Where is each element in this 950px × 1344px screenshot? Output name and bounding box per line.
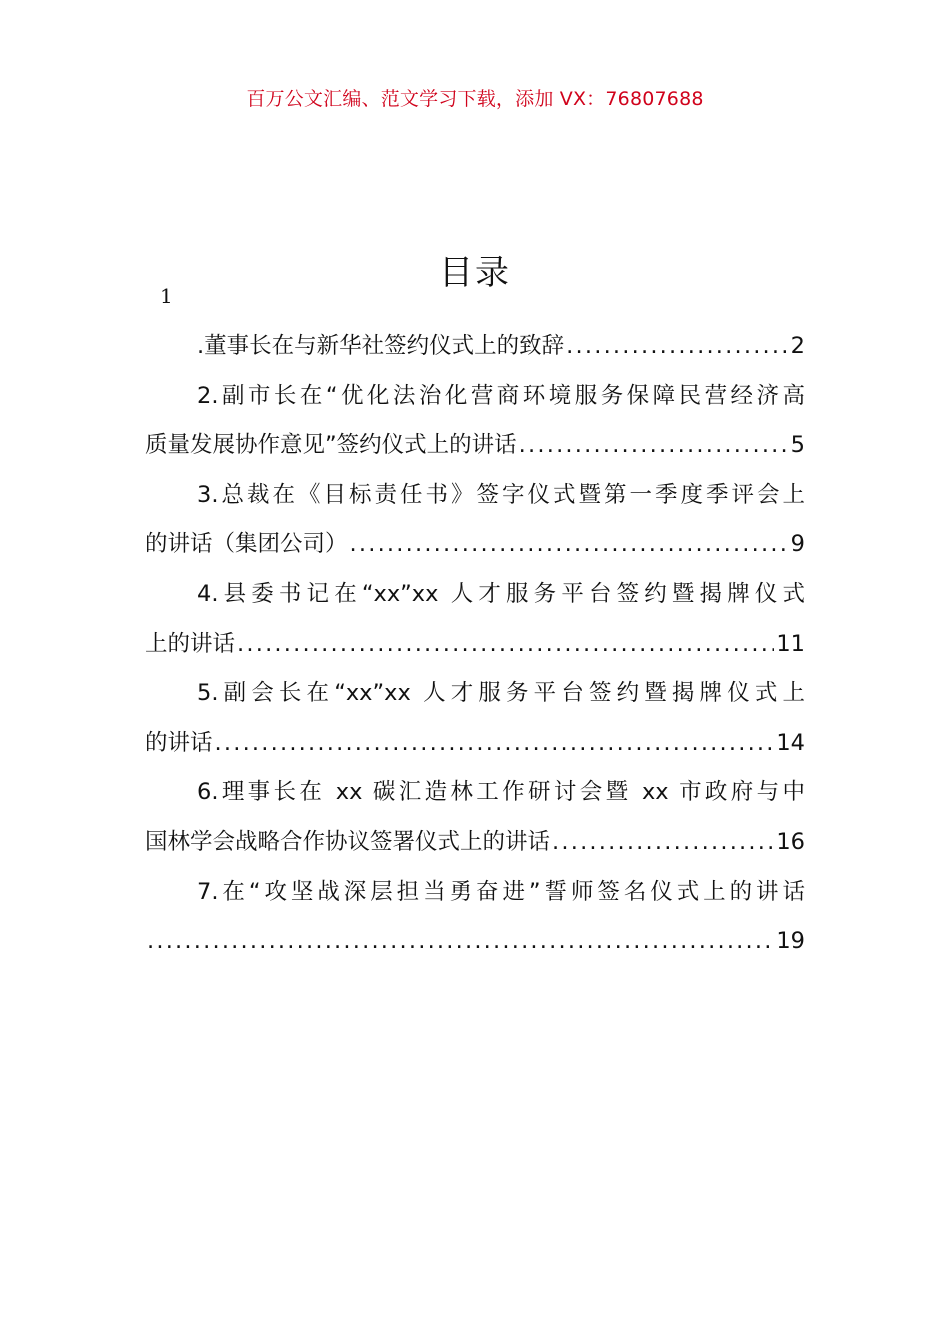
toc-entry-title[interactable]: 7.在“攻坚战深层担当勇奋进”誓师签名仪式上的讲话 [197, 878, 805, 905]
toc-leader-dots [147, 917, 774, 967]
toc-entry-title[interactable]: 3.总裁在《目标责任书》签字仪式暨第一季度季评会上 [197, 481, 805, 508]
toc-entry-title[interactable]: 6.理事长在 xx 碳汇造林工作研讨会暨 xx 市政府与中 [197, 779, 805, 806]
toc-entry-title[interactable]: 4.县委书记在“xx”xx 人才服务平台签约暨揭牌仪式 [197, 580, 805, 607]
toc-entry[interactable] [145, 372, 805, 471]
toc-leader-dots [552, 818, 774, 868]
toc-page-number: 11 [776, 630, 805, 657]
toc-entry[interactable] [145, 322, 805, 372]
toc-leader-dots [215, 719, 775, 769]
toc-page-number: 5 [790, 432, 805, 459]
toc-entry[interactable] [145, 768, 805, 867]
toc-entry-title[interactable]: 5.副会长在“xx”xx 人才服务平台签约暨揭牌仪式上 [197, 680, 805, 707]
toc-entry-title-continued[interactable]: 的讲话 [145, 729, 213, 756]
toc-entry-title-continued[interactable]: 上的讲话 [145, 630, 236, 657]
toc-page-number: 2 [790, 333, 805, 359]
toc-entry[interactable] [145, 570, 805, 669]
toc-leader-dots [566, 322, 789, 372]
toc-entry[interactable] [145, 669, 805, 768]
toc-page-number: 19 [776, 928, 805, 955]
toc-entry-title-continued[interactable]: 的讲话（集团公司） [145, 531, 348, 558]
table-of-contents [145, 322, 805, 967]
toc-entry-title-continued[interactable]: 国林学会战略合作协议签署仪式上的讲话 [145, 828, 551, 855]
section-number-marker: 1 [160, 284, 173, 308]
header-banner: 百万公文汇编、范文学习下载，添加 VX：76807688 [246, 88, 704, 110]
toc-entry-title[interactable]: 2.副市长在“优化法治化营商环境服务保障民营经济高 [197, 382, 805, 409]
toc-entry[interactable] [145, 868, 805, 967]
toc-entry-title-continued[interactable]: 质量发展协作意见”签约仪式上的讲话 [145, 432, 517, 459]
toc-leader-dots [350, 520, 789, 570]
toc-entry[interactable] [145, 471, 805, 570]
toc-page-number: 16 [776, 828, 805, 855]
toc-page-number: 9 [790, 531, 805, 558]
toc-leader-dots [519, 421, 789, 471]
toc-leader-dots [237, 620, 774, 670]
toc-entry-title[interactable]: .董事长在与新华社签约仪式上的致辞 [197, 333, 565, 359]
toc-page-number: 14 [776, 729, 805, 756]
page-title: 目录 [439, 252, 511, 293]
